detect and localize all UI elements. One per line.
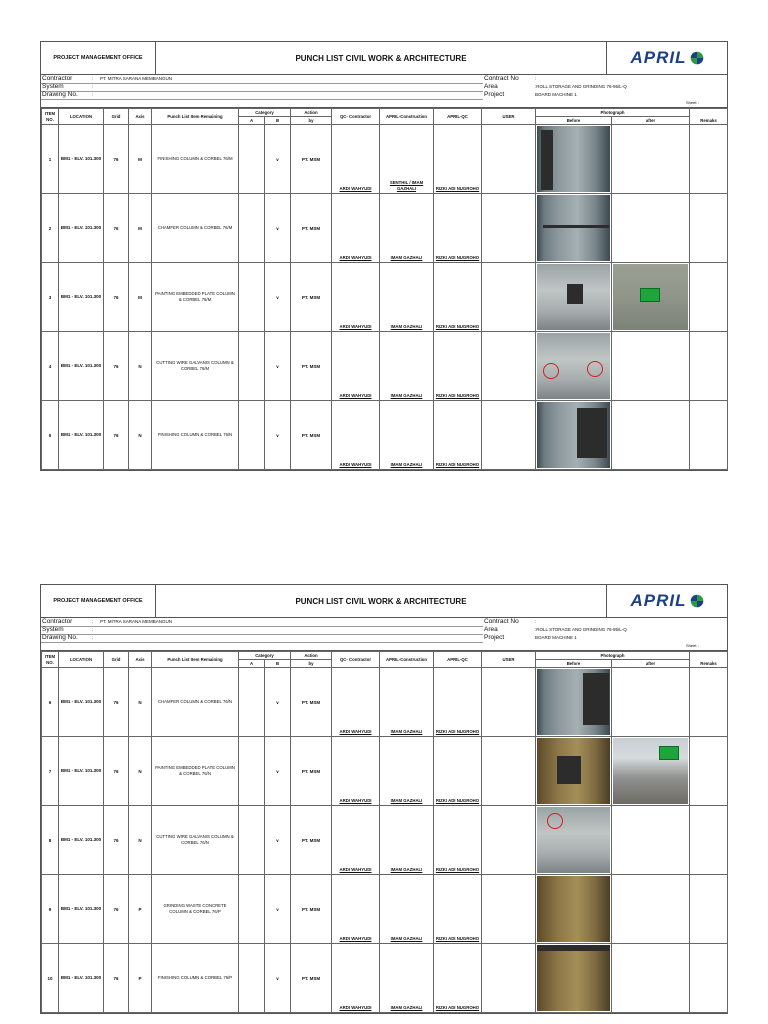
after-photo	[612, 194, 690, 263]
contractor-row: Contractor : PT. MITRA SARANA MEMBANGUN	[42, 75, 173, 82]
april-construction-signoff: IMAM GAZHALI	[380, 332, 434, 401]
location-cell: BM1 - ELV. 101.300	[59, 737, 104, 806]
contractor-value: PT. MITRA SARANA MEMBANGUN	[100, 619, 173, 624]
category-a-cell	[239, 944, 265, 1013]
col-user: USER	[482, 109, 536, 125]
project-info	[41, 618, 727, 651]
item-number: 6	[42, 668, 59, 737]
col-april-qc: APRIL-QC	[434, 652, 482, 668]
qc-contractor-signoff: ARDI WAHYUDI	[332, 263, 380, 332]
red-circle-annotation	[543, 363, 559, 379]
red-circle-annotation	[587, 361, 603, 377]
punch-item-description: PAINTING EMBEDDED PLATE COLUMN & CORBEL 76/N	[152, 737, 239, 806]
grid-cell: 76	[104, 806, 129, 875]
axis-cell: N	[129, 737, 152, 806]
qc-contractor-signoff: ARDI WAHYUDI	[332, 944, 380, 1013]
pinwheel-logo-icon	[690, 594, 704, 608]
col-remarks: Remaks	[690, 652, 728, 668]
category-a-cell	[239, 332, 265, 401]
user-signoff	[482, 944, 536, 1013]
category-a-cell	[239, 194, 265, 263]
axis-cell: P	[129, 944, 152, 1013]
col-qc-contractor: QC- Contractor	[332, 652, 380, 668]
location-cell: BM1 - ELV. 101.300	[59, 263, 104, 332]
grid-cell: 76	[104, 125, 129, 194]
category-b-check: v	[265, 668, 291, 737]
category-b-check: v	[265, 737, 291, 806]
grid-cell: 76	[104, 944, 129, 1013]
col-action: Action	[291, 652, 332, 660]
april-qc-signoff: RIZKI ADI NUGROHO	[434, 401, 482, 470]
punch-table	[41, 108, 728, 470]
action-by-cell: PT. MSM	[291, 737, 332, 806]
col-item: ITEM NO.	[42, 109, 59, 125]
after-photo	[612, 737, 690, 806]
action-by-cell: PT. MSM	[291, 668, 332, 737]
item-number: 9	[42, 875, 59, 944]
sheet-label: Sheet :	[686, 643, 699, 648]
action-by-cell: PT. MSM	[291, 875, 332, 944]
april-construction-signoff: IMAM GAZHALI	[380, 668, 434, 737]
col-axis: Axis	[129, 109, 152, 125]
category-b-check: v	[265, 332, 291, 401]
table-row	[42, 401, 728, 470]
table-row	[42, 875, 728, 944]
location-cell: BM1 - ELV. 101.300	[59, 668, 104, 737]
sheet-header	[41, 42, 727, 75]
contract-row: Contract No :	[484, 618, 537, 625]
punch-item-description: CHAMFER COLUMN & CORBEL 76/N	[152, 668, 239, 737]
drawing-row: Drawing No. :	[42, 91, 94, 98]
logo-wordmark: APRIL	[630, 48, 687, 67]
category-b-check: v	[265, 875, 291, 944]
category-b-check: v	[265, 806, 291, 875]
april-qc-signoff: RIZKI ADI NUGROHO	[434, 875, 482, 944]
category-b-check: v	[265, 944, 291, 1013]
action-by-cell: PT. MSM	[291, 125, 332, 194]
remarks-cell	[690, 806, 728, 875]
item-number: 1	[42, 125, 59, 194]
before-photo	[536, 875, 612, 944]
after-photo	[612, 263, 690, 332]
contractor-row: Contractor : PT. MITRA SARANA MEMBANGUN	[42, 618, 173, 625]
location-cell: BM1 - ELV. 101.300	[59, 401, 104, 470]
after-photo	[612, 875, 690, 944]
category-a-cell	[239, 125, 265, 194]
category-a-cell	[239, 875, 265, 944]
remarks-cell	[690, 332, 728, 401]
before-photo	[536, 263, 612, 332]
col-punch-item: Punch List Item Remaining	[152, 652, 239, 668]
april-qc-signoff: RIZKI ADI NUGROHO	[434, 944, 482, 1013]
item-number: 10	[42, 944, 59, 1013]
user-signoff	[482, 806, 536, 875]
col-axis: Axis	[129, 652, 152, 668]
project-info	[41, 75, 727, 108]
red-circle-annotation	[547, 813, 563, 829]
april-qc-signoff: RIZKI ADI NUGROHO	[434, 806, 482, 875]
after-photo	[612, 806, 690, 875]
april-construction-signoff: IMAM GAZHALI	[380, 263, 434, 332]
before-photo	[536, 401, 612, 470]
photo-detail	[541, 130, 553, 190]
action-by-cell: PT. MSM	[291, 263, 332, 332]
col-after: after	[612, 660, 690, 668]
photo-detail	[537, 945, 610, 951]
axis-cell: N	[129, 401, 152, 470]
april-qc-signoff: RIZKI ADI NUGROHO	[434, 332, 482, 401]
remarks-cell	[690, 401, 728, 470]
april-qc-signoff: RIZKI ADI NUGROHO	[434, 737, 482, 806]
table-row	[42, 737, 728, 806]
system-row: System :	[42, 626, 94, 633]
photo-detail	[557, 756, 581, 784]
category-a-cell	[239, 668, 265, 737]
logo-wordmark: APRIL	[630, 591, 687, 610]
qc-contractor-signoff: ARDI WAHYUDI	[332, 125, 380, 194]
col-grid: Grid	[104, 109, 129, 125]
remarks-cell	[690, 125, 728, 194]
category-a-cell	[239, 806, 265, 875]
pinwheel-logo-icon	[690, 51, 704, 65]
axis-cell: N	[129, 332, 152, 401]
item-number: 2	[42, 194, 59, 263]
area-row: Area :ROLL STORAGE AND GRINDING 76-95/L-Q	[484, 83, 627, 90]
green-marker-icon	[659, 746, 679, 760]
april-qc-signoff: RIZKI ADI NUGROHO	[434, 125, 482, 194]
qc-contractor-signoff: ARDI WAHYUDI	[332, 875, 380, 944]
punch-list-sheet-2	[40, 584, 728, 1014]
punch-table	[41, 651, 728, 1013]
category-a-cell	[239, 737, 265, 806]
table-row	[42, 668, 728, 737]
col-photograph: Photograph	[536, 109, 690, 117]
axis-cell: N	[129, 668, 152, 737]
qc-contractor-signoff: ARDI WAHYUDI	[332, 737, 380, 806]
location-cell: BM1 - ELV. 101.300	[59, 194, 104, 263]
before-photo	[536, 194, 612, 263]
punch-item-description: PAINTING EMBEDDED PLATE COLUMN & CORBEL 76/M	[152, 263, 239, 332]
item-number: 8	[42, 806, 59, 875]
after-photo	[612, 401, 690, 470]
after-photo	[612, 668, 690, 737]
user-signoff	[482, 668, 536, 737]
april-construction-signoff: IMAM GAZHALI	[380, 806, 434, 875]
grid-cell: 76	[104, 875, 129, 944]
col-photograph: Photograph	[536, 652, 690, 660]
project-value: BOARD MACHINE 1	[535, 635, 577, 640]
office-label: PROJECT MANAGEMENT OFFICE	[41, 42, 156, 74]
item-number: 3	[42, 263, 59, 332]
punch-item-description: FINISHING COLUMN & CORBEL 76/N	[152, 401, 239, 470]
user-signoff	[482, 263, 536, 332]
contract-row: Contract No :	[484, 75, 537, 82]
document-title: PUNCH LIST CIVIL WORK & ARCHITECTURE	[295, 596, 467, 606]
col-location: LOCATION	[59, 109, 104, 125]
qc-contractor-signoff: ARDI WAHYUDI	[332, 401, 380, 470]
after-photo	[612, 944, 690, 1013]
col-april-construction: APRIL-Construction	[380, 109, 434, 125]
col-qc-contractor: QC- Contractor	[332, 109, 380, 125]
col-cat-b: B	[265, 117, 291, 125]
document-title: PUNCH LIST CIVIL WORK & ARCHITECTURE	[295, 53, 467, 63]
col-punch-item: Punch List Item Remaining	[152, 109, 239, 125]
user-signoff	[482, 737, 536, 806]
punch-list-sheet-1	[40, 41, 728, 471]
remarks-cell	[690, 737, 728, 806]
user-signoff	[482, 401, 536, 470]
grid-cell: 76	[104, 401, 129, 470]
table-row	[42, 194, 728, 263]
remarks-cell	[690, 944, 728, 1013]
photo-detail	[577, 408, 607, 458]
action-by-cell: PT. MSM	[291, 806, 332, 875]
col-cat-b: B	[265, 660, 291, 668]
location-cell: BM1 - ELV. 101.300	[59, 875, 104, 944]
remarks-cell	[690, 263, 728, 332]
action-by-cell: PT. MSM	[291, 944, 332, 1013]
project-row: Project BOARD MACHINE 1	[484, 91, 577, 98]
user-signoff	[482, 194, 536, 263]
area-value: :ROLL STORAGE AND GRINDING 76-95/L-Q	[535, 627, 627, 632]
photo-detail	[567, 284, 583, 304]
april-logo	[606, 585, 727, 617]
col-user: USER	[482, 652, 536, 668]
col-before: Before	[536, 117, 612, 125]
qc-contractor-signoff: ARDI WAHYUDI	[332, 668, 380, 737]
office-label: PROJECT MANAGEMENT OFFICE	[41, 585, 156, 617]
before-photo	[536, 944, 612, 1013]
table-row	[42, 332, 728, 401]
col-cat-a: A	[239, 117, 265, 125]
punch-item-description: FINISHING COLUMN & CORBEL 76/M	[152, 125, 239, 194]
item-number: 4	[42, 332, 59, 401]
table-row	[42, 944, 728, 1013]
grid-cell: 76	[104, 194, 129, 263]
sheet-label: Sheet :	[686, 100, 699, 105]
col-remarks: Remaks	[690, 109, 728, 125]
before-photo	[536, 737, 612, 806]
grid-cell: 76	[104, 332, 129, 401]
april-logo	[606, 42, 727, 74]
col-grid: Grid	[104, 652, 129, 668]
contractor-value: PT. MITRA SARANA MEMBANGUN	[100, 76, 173, 81]
table-row	[42, 125, 728, 194]
april-construction-signoff: IMAM GAZHALI	[380, 194, 434, 263]
qc-contractor-signoff: ARDI WAHYUDI	[332, 332, 380, 401]
action-by-cell: PT. MSM	[291, 194, 332, 263]
category-b-check: v	[265, 401, 291, 470]
april-construction-signoff: IMAM GAZHALI	[380, 875, 434, 944]
col-after: after	[612, 117, 690, 125]
category-b-check: v	[265, 263, 291, 332]
area-value: :ROLL STORAGE AND GRINDING 76-95/L-Q	[535, 84, 627, 89]
before-photo	[536, 806, 612, 875]
grid-cell: 76	[104, 737, 129, 806]
april-construction-signoff: IMAM GAZHALI	[380, 944, 434, 1013]
grid-cell: 76	[104, 668, 129, 737]
project-value: BOARD MACHINE 1	[535, 92, 577, 97]
photo-detail	[583, 673, 609, 725]
col-category: Category	[239, 652, 291, 660]
remarks-cell	[690, 668, 728, 737]
action-by-cell: PT. MSM	[291, 401, 332, 470]
april-construction-signoff: IMAM GAZHALI	[380, 737, 434, 806]
col-category: Category	[239, 109, 291, 117]
col-april-qc: APRIL-QC	[434, 109, 482, 125]
col-april-construction: APRIL-Construction	[380, 652, 434, 668]
april-qc-signoff: RIZKI ADI NUGROHO	[434, 668, 482, 737]
category-a-cell	[239, 401, 265, 470]
area-row: Area :ROLL STORAGE AND GRINDING 76-95/L-Q	[484, 626, 627, 633]
before-photo	[536, 332, 612, 401]
user-signoff	[482, 125, 536, 194]
col-cat-a: A	[239, 660, 265, 668]
col-before: Before	[536, 660, 612, 668]
category-a-cell	[239, 263, 265, 332]
april-qc-signoff: RIZKI ADI NUGROHO	[434, 263, 482, 332]
punch-item-description: GRINDING WASTE CONCRETE COLUMN & CORBEL 76/P	[152, 875, 239, 944]
photo-detail	[543, 225, 609, 228]
location-cell: BM1 - ELV. 101.300	[59, 944, 104, 1013]
april-construction-signoff: IMAM GAZHALI	[380, 401, 434, 470]
qc-contractor-signoff: ARDI WAHYUDI	[332, 194, 380, 263]
user-signoff	[482, 875, 536, 944]
punch-item-description: CHAMFER COLUMN & CORBEL 76/M	[152, 194, 239, 263]
punch-item-description: CUTTING WIRE GALVANIS COLUMN & CORBEL 76/M	[152, 332, 239, 401]
project-row: Project BOARD MACHINE 1	[484, 634, 577, 641]
axis-cell: M	[129, 263, 152, 332]
location-cell: BM1 - ELV. 101.300	[59, 806, 104, 875]
remarks-cell	[690, 194, 728, 263]
axis-cell: N	[129, 806, 152, 875]
category-b-check: v	[265, 194, 291, 263]
location-cell: BM1 - ELV. 101.300	[59, 125, 104, 194]
col-item: ITEM NO.	[42, 652, 59, 668]
after-photo	[612, 332, 690, 401]
action-by-cell: PT. MSM	[291, 332, 332, 401]
qc-contractor-signoff: ARDI WAHYUDI	[332, 806, 380, 875]
axis-cell: P	[129, 875, 152, 944]
punch-item-description: FINISHING COLUMN & CORBEL 76/P	[152, 944, 239, 1013]
item-number: 7	[42, 737, 59, 806]
system-row: System :	[42, 83, 94, 90]
april-construction-signoff: SENTHIL / IMAM GAZHALI	[380, 125, 434, 194]
category-b-check: v	[265, 125, 291, 194]
col-location: LOCATION	[59, 652, 104, 668]
table-row	[42, 806, 728, 875]
item-number: 5	[42, 401, 59, 470]
april-qc-signoff: RIZKI ADI NUGROHO	[434, 194, 482, 263]
col-action-by: by	[291, 660, 332, 668]
after-photo	[612, 125, 690, 194]
axis-cell: M	[129, 125, 152, 194]
location-cell: BM1 - ELV. 101.300	[59, 332, 104, 401]
drawing-row: Drawing No. :	[42, 634, 94, 641]
sheet-header	[41, 585, 727, 618]
col-action: Action	[291, 109, 332, 117]
green-marker-icon	[640, 288, 660, 302]
grid-cell: 76	[104, 263, 129, 332]
axis-cell: M	[129, 194, 152, 263]
before-photo	[536, 668, 612, 737]
col-action-by: by	[291, 117, 332, 125]
user-signoff	[482, 332, 536, 401]
punch-item-description: CUTTING WIRE GALVANIS COLUMN & CORBEL 76/N	[152, 806, 239, 875]
before-photo	[536, 125, 612, 194]
table-row	[42, 263, 728, 332]
remarks-cell	[690, 875, 728, 944]
